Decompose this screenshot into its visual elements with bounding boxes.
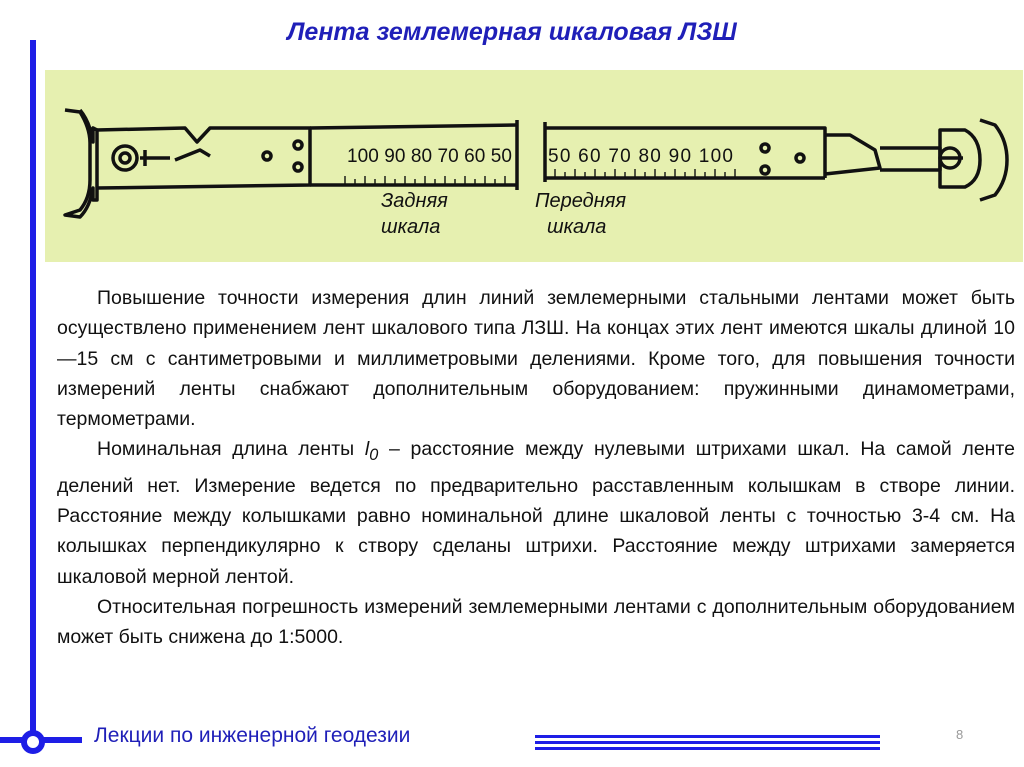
footer-stripe <box>535 735 880 738</box>
footer-label: Лекции по инженерной геодезии <box>94 724 411 747</box>
body-text <box>57 283 1015 652</box>
figure-background <box>45 70 1023 262</box>
length-subscript: 0 <box>369 446 379 465</box>
page-number: 8 <box>956 727 964 742</box>
front-scale-label: шкала <box>547 216 607 238</box>
paragraph: Повышение точности измерения длин линий землемерными стальными лентами может быть осуществлено применением лент шкалового типа ЛЗШ. На концах этих лент имеются шкалы длиной 10—15 см с сантиметровыми и миллиметровыми делениями. Кроме того, для повышения точности измерений ленты снабжают дополнительным оборудованием: пружинными динамометрами, термометрами. <box>57 287 1015 431</box>
front-scale-label: Передняя <box>535 190 627 212</box>
rear-scale-label: Задняя <box>381 190 448 212</box>
length-symbol: l <box>364 438 370 461</box>
rear-scale-numbers: 100 90 80 70 60 50 <box>347 146 512 167</box>
paragraph-text: Номинальная длина ленты <box>97 438 365 461</box>
accent-ring-ornament <box>21 730 45 754</box>
tape-illustration <box>45 70 1023 262</box>
slide-title: Лента землемерная шкаловая ЛЗШ <box>287 18 737 46</box>
paragraph <box>57 434 1015 591</box>
front-scale-numbers: 50 60 70 80 90 100 <box>548 146 733 167</box>
footer-stripe <box>535 741 880 744</box>
rear-scale-label: шкала <box>381 216 441 238</box>
footer-stripe <box>535 747 880 750</box>
paragraph: Относительная погрешность измерений землемерными лентами с дополнительным оборудованием может быть снижена до 1:5000. <box>57 595 1015 649</box>
paragraph-text: – расстояние между нулевыми штрихами шкал. На самой ленте делений нет. Измерение ведется по предварительно расставленным колышкам в створе линии. Расстояние между колышками равно номинальной длине шкаловой ленты с точностью 3-4 см. На колышках перпендикулярно к створу сделаны штрихи. Расстояние между штрихами замеряется шкаловой мерной лентой. <box>57 438 1015 588</box>
left-accent-line <box>30 40 36 742</box>
tape-figure <box>45 70 1023 262</box>
